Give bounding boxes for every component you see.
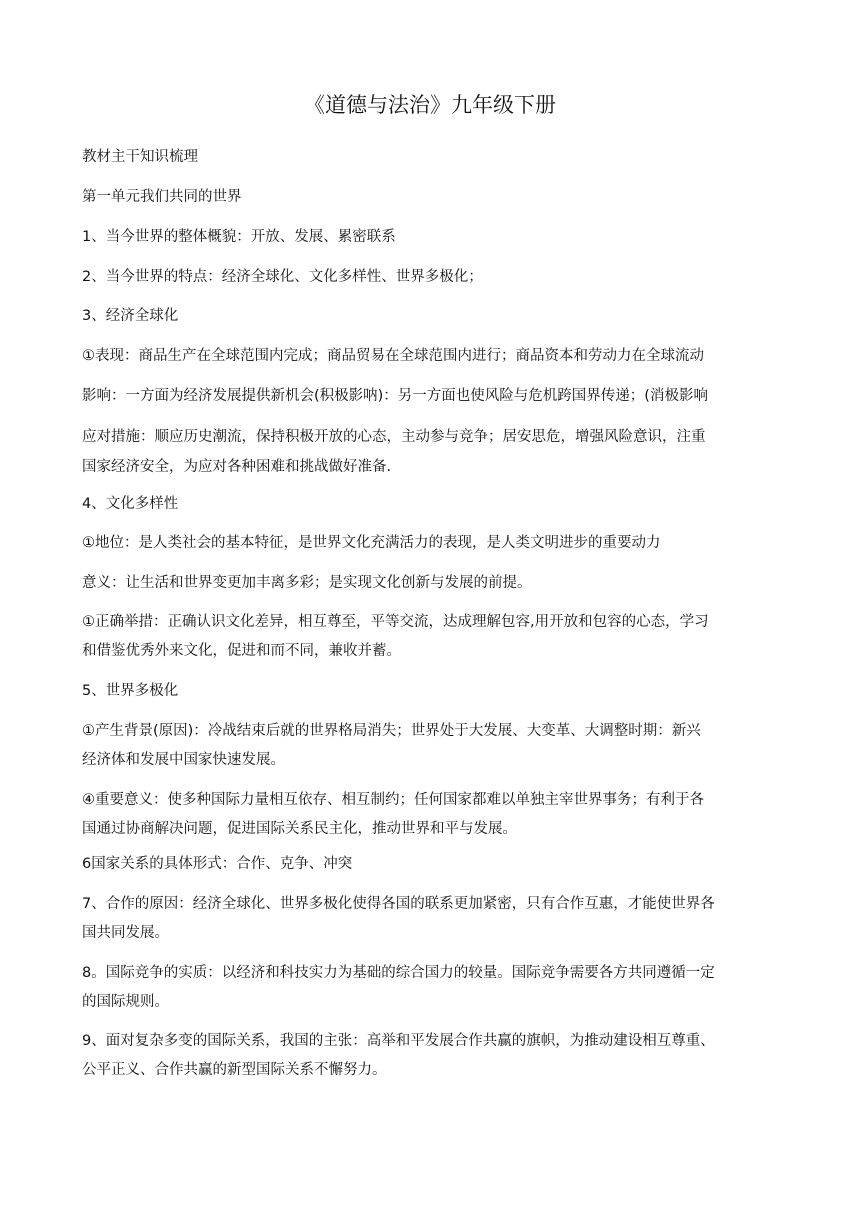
text-line: 4、文化多样性: [82, 496, 179, 512]
text-line: ①产生背景(原因)：冷战结束后就的世界格局消失；世界处于大发展、大变革、大调整时期：新兴: [82, 723, 701, 739]
text-line: 7、合作的原因：经济全球化、世界多极化使得各国的联系更加紧密，只有合作互惠，才能使世界各: [82, 896, 715, 912]
text-line: 6国家关系的具体形式：合作、克争、冲突: [82, 856, 353, 872]
text-line: 9、面对复杂多变的国际关系，我国的主张：高举和平发展合作共赢的旗帜，为推动建设相互尊重、: [82, 1033, 715, 1049]
text-line: 3、经济全球化: [82, 308, 179, 324]
text-line: 的国际规则。: [82, 994, 169, 1010]
text-line: 公平正义、合作共赢的新型国际关系不懈努力。: [82, 1062, 387, 1078]
text-line: 影响：一方面为经济发展提供新机会(积极影呐)：另一方面也使风险与危机跨国界传递；(消极影响: [82, 388, 708, 404]
text-line: 意义：让生活和世界变更加丰离多彩；是实现文化创新与发展的前提。: [82, 575, 532, 591]
text-line: ④重要意义：使多种国际力量相互依存、相互制约；任何国家都难以单独主宰世界事务；有利于各: [82, 792, 704, 808]
text-line: ①表现：商品生产在全球范围内完成；商品贸易在全球范围内进行；商品资本和劳动力在全球流动: [82, 348, 704, 364]
text-line: ①正确举措：正确认识文化差异，相互尊至，平等交流，达成理解包容,用开放和包容的心态，学习: [82, 614, 709, 630]
text-line: 和借鉴优秀外来文化，促进和而不同，兼收并蓄。: [82, 643, 401, 659]
document-title: 《道德与法治》九年级下册: [304, 93, 556, 117]
text-line: 国家经济安全，为应对各种困难和挑战做好准备.: [82, 459, 392, 475]
text-line: 经济体和发展中国家快速发展。: [82, 752, 285, 768]
text-line: 第一单元我们共同的世界: [82, 189, 242, 205]
text-line: 国通过协商解决问题，促进国际关系民主化，推动世界和平与发展。: [82, 821, 517, 837]
text-line: 教材主干知识梳理: [82, 149, 198, 165]
text-line: 2、当今世界的特点：经济全球化、文化多样性、世界多极化；: [82, 269, 483, 285]
text-line: 1、当今世界的整体概貌：开放、发展、累密联系: [82, 229, 396, 245]
text-line: 应对措施：顺应历史潮流，保持积极开放的心态，主动参与竞争；居安思危，增强风险意识，注重: [82, 429, 706, 445]
text-line: 5、世界多极化: [82, 683, 179, 699]
text-line: 国共同发展。: [82, 925, 169, 941]
text-line: ①地位：是人类社会的基本特征，是世界文化充满活力的表现，是人类文明进步的重要动力: [82, 535, 661, 551]
text-line: 8。国际竞争的实质：以经济和科技实力为基础的综合国力的较量。国际竞争需要各方共同遵循一定: [82, 965, 715, 981]
